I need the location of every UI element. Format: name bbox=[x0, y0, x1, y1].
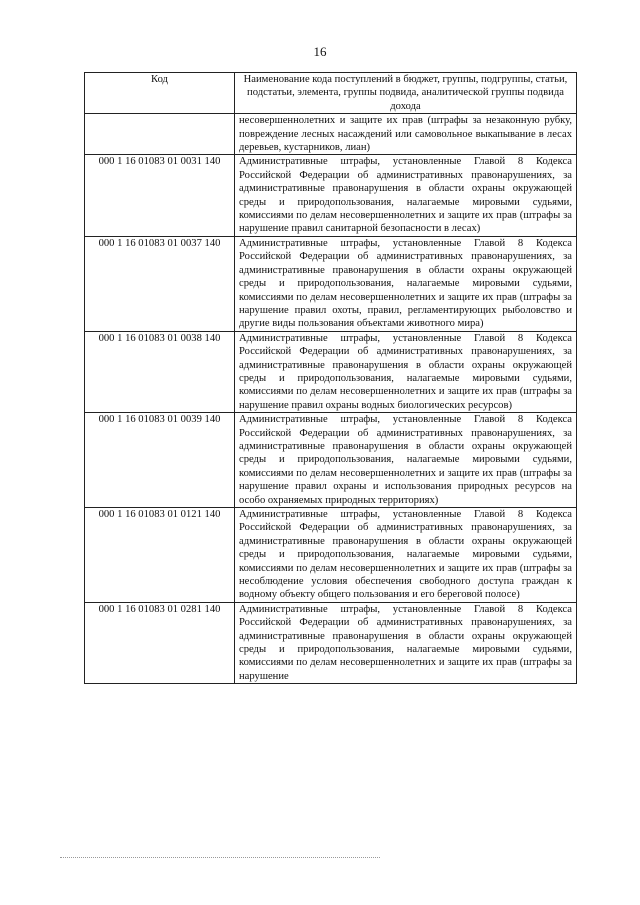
description-cell: Административные штрафы, установленные Главой 8 Кодекса Российской Федерации об административных правонарушениях, за административные правонарушения в области охраны окружающей среды и природопользования, налагаемые мировыми судьями, комиссиями по делам несовершеннолетних и защите их прав (штрафы за нарушение правил санитарной безопасности в лесах) bbox=[235, 155, 577, 236]
revenue-codes-table bbox=[84, 72, 577, 684]
table-row bbox=[85, 236, 577, 331]
table-row bbox=[85, 155, 577, 236]
scan-artifact-line bbox=[60, 857, 380, 860]
description-cell: Административные штрафы, установленные Главой 8 Кодекса Российской Федерации об административных правонарушениях, за административные правонарушения в области охраны окружающей среды и природопользования, налагаемые мировыми судьями, комиссиями по делам несовершеннолетних и защите их прав (штрафы за несоблюдение условия обеспечения свободного доступа граждан к водному объекту общего пользования и его береговой полосе) bbox=[235, 508, 577, 603]
table-header-row bbox=[85, 73, 577, 114]
header-name: Наименование кода поступлений в бюджет, группы, подгруппы, статьи, подстатьи, элемента, группы подвида, аналитической группы подвида дохода bbox=[235, 73, 577, 114]
description-cell: Административные штрафы, установленные Главой 8 Кодекса Российской Федерации об административных правонарушениях, за административные правонарушения в области охраны окружающей среды и природопользования, налагаемые мировыми судьями, комиссиями по делам несовершеннолетних и защите их прав (штрафы за нарушение bbox=[235, 602, 577, 683]
description-cell: Административные штрафы, установленные Главой 8 Кодекса Российской Федерации об административных правонарушениях, за административные правонарушения в области охраны окружающей среды и природопользования, налагаемые мировыми судьями, комиссиями по делам несовершеннолетних и защите их прав (штрафы за нарушение правил охраны водных биологических ресурсов) bbox=[235, 331, 577, 412]
description-cell: Административные штрафы, установленные Главой 8 Кодекса Российской Федерации об административных правонарушениях, за административные правонарушения в области охраны окружающей среды и природопользования, налагаемые мировыми судьями, комиссиями по делам несовершеннолетних и защите их прав (штрафы за нарушение правил охоты, правил, регламентирующих рыболовство и другие виды пользования объектами животного мира) bbox=[235, 236, 577, 331]
code-cell: 000 1 16 01083 01 0038 140 bbox=[85, 331, 235, 412]
table-row bbox=[85, 413, 577, 508]
table-row bbox=[85, 331, 577, 412]
table-row bbox=[85, 602, 577, 683]
header-code: Код bbox=[85, 73, 235, 114]
code-cell: 000 1 16 01083 01 0037 140 bbox=[85, 236, 235, 331]
code-cell: 000 1 16 01083 01 0031 140 bbox=[85, 155, 235, 236]
code-cell-empty bbox=[85, 114, 235, 155]
table-row bbox=[85, 508, 577, 603]
code-cell: 000 1 16 01083 01 0121 140 bbox=[85, 508, 235, 603]
description-cell: Административные штрафы, установленные Главой 8 Кодекса Российской Федерации об административных правонарушениях, за административные правонарушения в области охраны окружающей среды и природопользования, налагаемые мировыми судьями, комиссиями по делам несовершеннолетних и защите их прав (штрафы за нарушение правил охраны и использования природных ресурсов на особо охраняемых природных территориях) bbox=[235, 413, 577, 508]
code-cell: 000 1 16 01083 01 0039 140 bbox=[85, 413, 235, 508]
continuation-text: несовершеннолетних и защите их прав (штрафы за незаконную рубку, повреждение лесных насаждений или самовольное выкапывание в лесах деревьев, кустарников, лиан) bbox=[235, 114, 577, 155]
table-row-continuation bbox=[85, 114, 577, 155]
page-number: 16 bbox=[313, 44, 327, 59]
code-cell: 000 1 16 01083 01 0281 140 bbox=[85, 602, 235, 683]
